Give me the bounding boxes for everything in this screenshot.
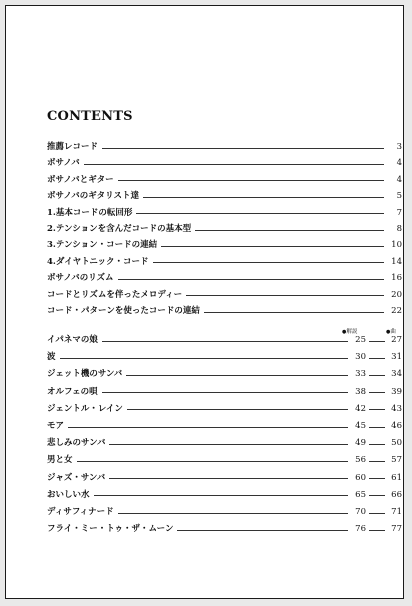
- song-title: フライ・ミー・トゥ・ザ・ムーン: [47, 524, 174, 535]
- leader-line: [102, 392, 348, 393]
- toc-entry[interactable]: [47, 238, 402, 252]
- toc-entry-page: 3: [396, 142, 402, 152]
- leader-line-short: [369, 530, 385, 531]
- leader-line: [84, 164, 384, 165]
- toc-entry[interactable]: [47, 189, 402, 203]
- toc-entry-page: 10: [391, 240, 402, 251]
- toc-entry-page: 14: [391, 256, 402, 267]
- song-score-page: 50: [391, 438, 402, 449]
- leader-line: [195, 230, 384, 231]
- song-entry[interactable]: [47, 402, 402, 416]
- toc-entry-label: ボサノバとギター: [47, 174, 114, 185]
- toc-entry[interactable]: [47, 222, 402, 236]
- toc-entry[interactable]: [47, 271, 402, 285]
- leader-line: [136, 213, 384, 214]
- toc-entry[interactable]: [47, 206, 402, 220]
- song-score-page: 31: [391, 352, 402, 363]
- song-score-page: 43: [391, 403, 402, 414]
- leader-line-short: [369, 341, 385, 342]
- song-score-page: 46: [391, 421, 402, 431]
- song-entry[interactable]: [47, 471, 402, 485]
- leader-line: [127, 409, 348, 410]
- toc-entry-page: 22: [391, 306, 402, 316]
- song-title: ジェット機のサンバ: [47, 369, 123, 380]
- leader-line-short: [369, 444, 385, 445]
- toc-entry-label: 推薦レコード: [47, 142, 99, 152]
- toc-entry-label: コード・パターンを使ったコードの連結: [47, 306, 200, 316]
- toc-entry[interactable]: [47, 156, 402, 170]
- song-title: ジェントル・レイン: [47, 403, 123, 414]
- toc-entry[interactable]: [47, 140, 402, 154]
- toc-entry[interactable]: [47, 173, 402, 187]
- toc-entry[interactable]: [47, 288, 402, 302]
- song-commentary-page: 70: [355, 507, 366, 517]
- song-title: 悲しみのサンバ: [47, 438, 106, 449]
- leader-line-short: [369, 392, 385, 393]
- legend-marker: ●: [386, 329, 391, 335]
- toc-entry-page: 4: [396, 158, 402, 169]
- toc-entry-label: 3.テンション・コードの連結: [47, 240, 158, 251]
- song-score-page: 57: [391, 455, 402, 466]
- leader-line: [68, 427, 348, 428]
- song-score-page: 77: [391, 524, 402, 535]
- song-commentary-page: 30: [355, 352, 366, 363]
- leader-line: [204, 312, 384, 313]
- leader-line: [94, 495, 348, 496]
- song-commentary-page: 76: [355, 524, 366, 535]
- song-commentary-page: 60: [355, 472, 366, 483]
- toc-entry-page: 16: [391, 273, 402, 284]
- song-commentary-page: 42: [355, 403, 366, 414]
- leader-line: [186, 295, 384, 296]
- song-title: モア: [47, 421, 65, 431]
- song-entry[interactable]: [47, 488, 402, 502]
- toc-entry-page: 7: [396, 207, 402, 218]
- toc-entry-label: 4.ダイヤトニック・コード: [47, 256, 149, 267]
- toc-entry-label: ボサノバ: [47, 158, 80, 169]
- leader-line: [77, 461, 348, 462]
- leader-line-short: [369, 478, 385, 479]
- song-title: ディサフィナード: [47, 507, 114, 517]
- song-score-page: 27: [391, 335, 402, 345]
- leader-line: [118, 279, 384, 280]
- song-entry[interactable]: [47, 522, 402, 536]
- song-entry[interactable]: [47, 333, 402, 347]
- leader-line: [109, 478, 348, 479]
- leader-line: [102, 341, 348, 342]
- toc-entry-label: ボサノバのリズム: [47, 273, 114, 284]
- leader-line: [177, 530, 348, 531]
- leader-line: [161, 246, 384, 247]
- song-score-page: 66: [391, 489, 402, 500]
- leader-line: [143, 197, 384, 198]
- song-commentary-page: 65: [355, 489, 366, 500]
- toc-entry-label: コードとリズムを伴ったメロディー: [47, 289, 183, 300]
- leader-line-short: [369, 427, 385, 428]
- song-commentary-page: 25: [355, 335, 366, 345]
- song-entry[interactable]: [47, 385, 402, 399]
- song-score-page: 71: [391, 507, 402, 517]
- song-title: 波: [47, 352, 56, 363]
- toc-entry-page: 5: [396, 191, 402, 202]
- song-title: ジャズ・サンバ: [47, 472, 106, 483]
- contents-title: CONTENTS: [47, 109, 133, 124]
- song-entry[interactable]: [47, 505, 402, 519]
- leader-line: [102, 148, 384, 149]
- toc-entry[interactable]: [47, 255, 402, 269]
- leader-line: [60, 358, 348, 359]
- leader-line: [109, 444, 348, 445]
- leader-line: [118, 513, 348, 514]
- song-commentary-page: 45: [355, 421, 366, 431]
- leader-line: [126, 375, 348, 376]
- toc-entry-label: ボサノバのギタリスト達: [47, 191, 139, 202]
- toc-entry-page: 8: [396, 224, 402, 234]
- leader-line-short: [369, 409, 385, 410]
- legend-marker: ●: [342, 329, 347, 335]
- song-title: オルフェの唄: [47, 386, 98, 397]
- song-score-page: 39: [391, 386, 402, 397]
- song-title: 男と女: [47, 455, 73, 466]
- leader-line: [118, 180, 384, 181]
- leader-line-short: [369, 375, 385, 376]
- song-commentary-page: 56: [355, 455, 366, 466]
- song-commentary-page: 49: [355, 438, 366, 449]
- toc-entry-page: 4: [396, 174, 402, 185]
- legend-commentary-label: 解説: [346, 329, 358, 335]
- toc-entry-label: 2.テンションを含んだコードの基本型: [47, 224, 192, 234]
- song-score-page: 34: [391, 369, 402, 380]
- song-entry[interactable]: [47, 367, 402, 381]
- toc-entry[interactable]: [47, 304, 402, 318]
- song-score-page: 61: [391, 472, 402, 483]
- song-entry[interactable]: [47, 453, 402, 467]
- song-entry[interactable]: [47, 436, 402, 450]
- toc-entry-page: 20: [391, 289, 402, 300]
- song-title: おいしい水: [47, 489, 90, 500]
- legend-score-label: 曲: [390, 329, 396, 335]
- toc-entry-label: 1.基本コードの転回形: [47, 207, 133, 218]
- leader-line: [153, 262, 384, 263]
- song-title: イパネマの娘: [47, 335, 98, 345]
- leader-line-short: [369, 358, 385, 359]
- song-commentary-page: 38: [355, 386, 366, 397]
- leader-line-short: [369, 513, 385, 514]
- song-commentary-page: 33: [355, 369, 366, 380]
- leader-line-short: [369, 495, 385, 496]
- song-entry[interactable]: [47, 350, 402, 364]
- leader-line-short: [369, 461, 385, 462]
- song-entry[interactable]: [47, 419, 402, 433]
